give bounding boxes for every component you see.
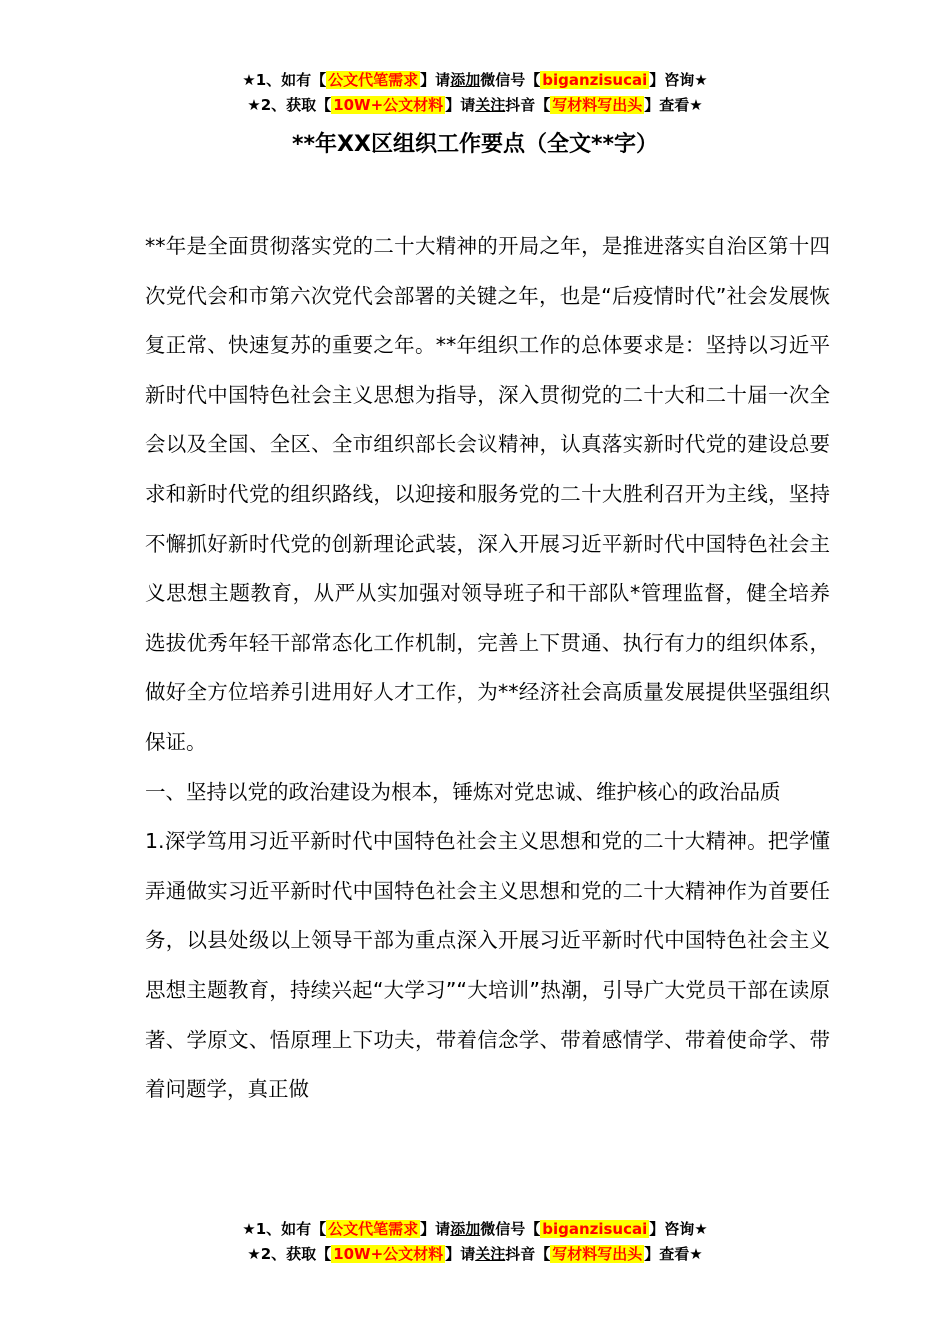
banner-text: 】咨询★ <box>649 71 708 89</box>
underlined-add: 添加 <box>450 71 481 89</box>
underlined-add: 添加 <box>450 1220 481 1238</box>
top-banner <box>0 68 950 118</box>
banner-text: 】咨询★ <box>649 1220 708 1238</box>
banner-text: 】请 <box>420 1220 451 1238</box>
banner-text: 】查看★ <box>644 1245 703 1263</box>
intro-paragraph: **年是全面贯彻落实党的二十大精神的开局之年，是推进落实自治区第十四次党代会和市第六次党代会部署的关键之年，也是“后疫情时代”社会发展恢复正常、快速复苏的重要之年。**年组织工作的总体要求是：坚持以习近平新时代中国特色社会主义思想为指导，深入贯彻党的二十大和二十届一次全会以及全国、全区、全市组织部长会议精神，认真落实新时代党的建设总要求和新时代党的组织路线，以迎接和服务党的二十大胜利召开为主线，坚持不懈抓好新时代党的创新理论武装，深入开展习近平新时代中国特色社会主义思想主题教育，从严从实加强对领导班子和干部队*管理监督，健全培养选拔优秀年轻干部常态化工作机制，完善上下贯通、执行有力的组织体系，做好全方位培养引进用好人才工作，为**经济社会高质量发展提供坚强组织保证。 <box>145 234 830 754</box>
banner-line-1 <box>0 68 950 93</box>
banner-text: 抖音【 <box>505 1245 551 1263</box>
highlight-materials: 10W+公文材料 <box>333 1245 444 1263</box>
banner-text: 】请 <box>445 96 476 114</box>
banner-text: 】查看★ <box>644 96 703 114</box>
document-title: **年XX区组织工作要点（全文**字） <box>292 132 658 157</box>
underlined-follow: 关注 <box>475 1245 506 1263</box>
highlight-wechat-id: biganzisucai <box>542 1220 648 1238</box>
highlight-ghostwriting: 公文代笔需求 <box>328 71 419 89</box>
section-heading-1: 一、坚持以党的政治建设为根本，锤炼对党忠诚、维护核心的政治品质 <box>145 779 781 804</box>
banner-text: 微信号【 <box>480 71 541 89</box>
document-body <box>145 222 830 1115</box>
banner-text: ★1、如有【 <box>242 1220 327 1238</box>
banner-text: 】请 <box>445 1245 476 1263</box>
banner-text: 】请 <box>420 71 451 89</box>
banner-text: 抖音【 <box>505 96 551 114</box>
banner-text: ★2、获取【 <box>247 1245 332 1263</box>
bottom-banner <box>0 1217 950 1267</box>
highlight-douyin-account: 写材料写出头 <box>552 96 643 114</box>
banner-text: ★2、获取【 <box>247 96 332 114</box>
highlight-douyin-account: 写材料写出头 <box>552 1245 643 1263</box>
highlight-wechat-id: biganzisucai <box>542 71 648 89</box>
banner-line-2 <box>0 1242 950 1267</box>
banner-line-2 <box>0 93 950 118</box>
underlined-follow: 关注 <box>475 96 506 114</box>
highlight-ghostwriting: 公文代笔需求 <box>328 1220 419 1238</box>
banner-text: ★1、如有【 <box>242 71 327 89</box>
banner-text: 微信号【 <box>480 1220 541 1238</box>
subsection-paragraph-1: 1.深学笃用习近平新时代中国特色社会主义思想和党的二十大精神。把学懂弄通做实习近平新时代中国特色社会主义思想和党的二十大精神作为首要任务，以县处级以上领导干部为重点深入开展习近平新时代中国特色社会主义思想主题教育，持续兴起“大学习”“大培训”热潮，引导广大党员干部在读原著、学原文、悟原理上下功夫，带着信念学、带着感情学、带着使命学、带着问题学，真正做 <box>145 829 830 1102</box>
highlight-materials: 10W+公文材料 <box>333 96 444 114</box>
banner-line-1 <box>0 1217 950 1242</box>
